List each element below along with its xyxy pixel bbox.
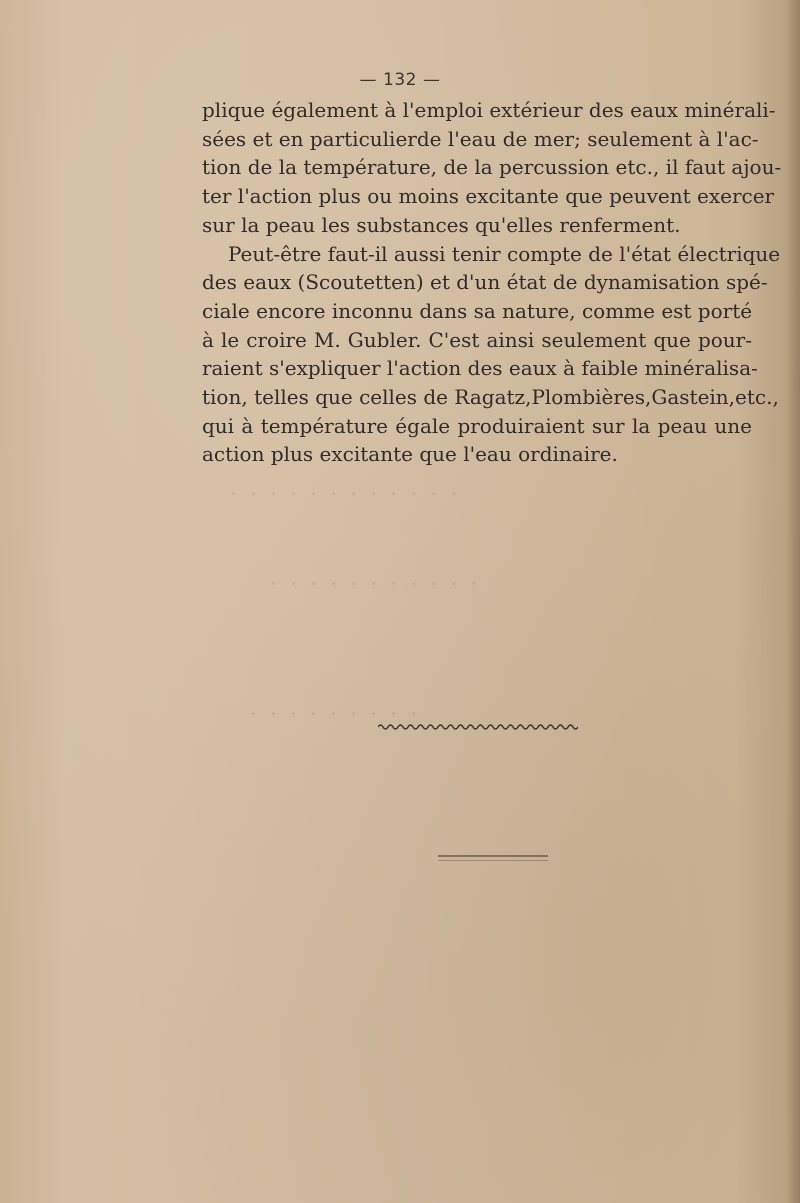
show-through-texture: · · · · · · · · · · · · [230,482,457,506]
text-line: sées et en particulierde l'eau de mer; seulement à l'ac- [202,126,759,151]
short-rule-thin [438,860,548,861]
text-line: ter l'action plus ou moins excitante que peuvent exercer [202,184,775,209]
text-line: plique également à l'emploi extérieur des eaux minérali- [202,98,776,122]
text-line: action plus excitante que l'eau ordinaire. [202,442,618,467]
text-line: des eaux (Scoutetten) et d'un état de dynamisation spé- [202,270,768,295]
text-line: tion de la température, de la percussion etc., il faut ajou- [202,155,782,180]
show-through-texture: · · · · · · · · · [250,702,417,726]
text-line: Peut-être faut-il aussi tenir compte de l'état électrique [228,241,781,266]
body-text [202,96,782,469]
text-line: sur la peau les substances qu'elles renferment. [202,212,681,237]
page-number-value: 132 [383,70,417,90]
paragraph-1 [202,96,782,240]
wavy-divider [378,722,578,732]
show-through-texture: · · · · · · · · · · · [270,572,477,596]
dash-right: — [422,70,441,90]
text-line: à le croire M. Gubler. C'est ainsi seulement que pour- [202,327,752,352]
page-number [0,70,800,90]
text-line: tion, telles que celles de Ragatz,Plombières,Gastein,etc., [202,385,779,410]
short-rule [438,855,548,857]
dash-left: — [359,70,378,90]
paragraph-2 [202,240,781,470]
text-line: raient s'expliquer l'action des eaux à faible minéralisa- [202,356,758,381]
text-line: qui à température égale produiraient sur la peau une [202,413,752,438]
text-line: ciale encore inconnu dans sa nature, comme est porté [202,298,753,323]
page-edge-shadow [786,0,800,1203]
